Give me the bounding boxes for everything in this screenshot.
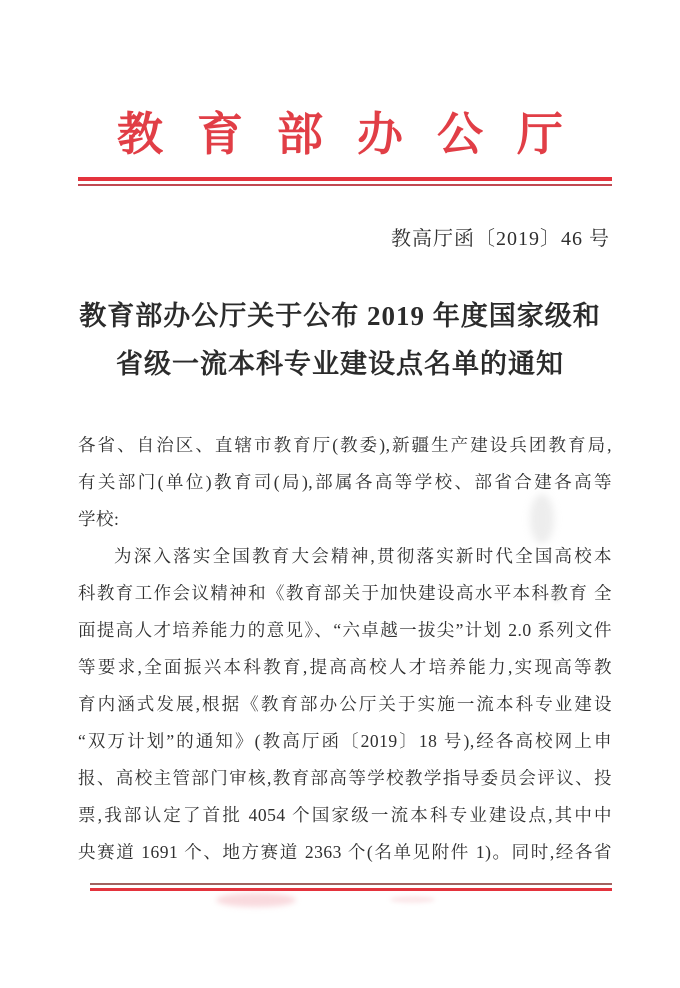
body-line: 面提高人才培养能力的意见》、“六卓越一拔尖”计划 2.0 系列文件 — [78, 620, 612, 640]
body-line: “双万计划”的通知》(教高厅函〔2019〕18 号),经各高校网上申 — [78, 731, 612, 751]
scan-smudge — [390, 896, 435, 903]
body-line: 央赛道 1691 个、地方赛道 2363 个(名单见附件 1)。同时,经各省 — [78, 842, 612, 862]
page-bottom-divider — [90, 883, 612, 891]
page-bottom-divider-thick-line — [90, 888, 612, 891]
body-line: 育内涵式发展,根据《教育部办公厅关于实施一流本科专业建设 — [78, 694, 612, 714]
salutation-line: 学校: — [78, 509, 120, 529]
letterhead-title: 教育部办公厅 — [117, 109, 597, 160]
page-bottom-divider-thin-line — [90, 883, 612, 885]
document-title-line1: 教育部办公厅关于公布 2019 年度国家级和 — [79, 301, 601, 331]
body-line: 科教育工作会议精神和《教育部关于加快建设高水平本科教育 全 — [78, 583, 612, 603]
scan-smudge — [216, 893, 296, 907]
document-title-line2: 省级一流本科专业建设点名单的通知 — [116, 349, 564, 379]
document-number: 教高厅函〔2019〕46 号 — [391, 228, 610, 250]
letterhead-divider-thick-line — [78, 177, 612, 181]
document-body — [78, 427, 612, 871]
document-title — [0, 292, 680, 388]
body-line: 报、高校主管部门审核,教育部高等学校教学指导委员会评议、投 — [78, 768, 612, 788]
body-line: 为深入落实全国教育大会精神,贯彻落实新时代全国高校本 — [114, 546, 612, 566]
salutation-line: 各省、自治区、直辖市教育厅(教委),新疆生产建设兵团教育局, — [78, 435, 612, 455]
letterhead-divider-thin-line — [78, 184, 612, 186]
salutation-line: 有关部门(单位)教育司(局),部属各高等学校、部省合建各高等 — [78, 472, 612, 492]
body-line: 票,我部认定了首批 4054 个国家级一流本科专业建设点,其中中 — [78, 805, 612, 825]
body-line: 等要求,全面振兴本科教育,提高高校人才培养能力,实现高等教 — [78, 657, 612, 677]
letterhead-divider — [78, 177, 612, 186]
